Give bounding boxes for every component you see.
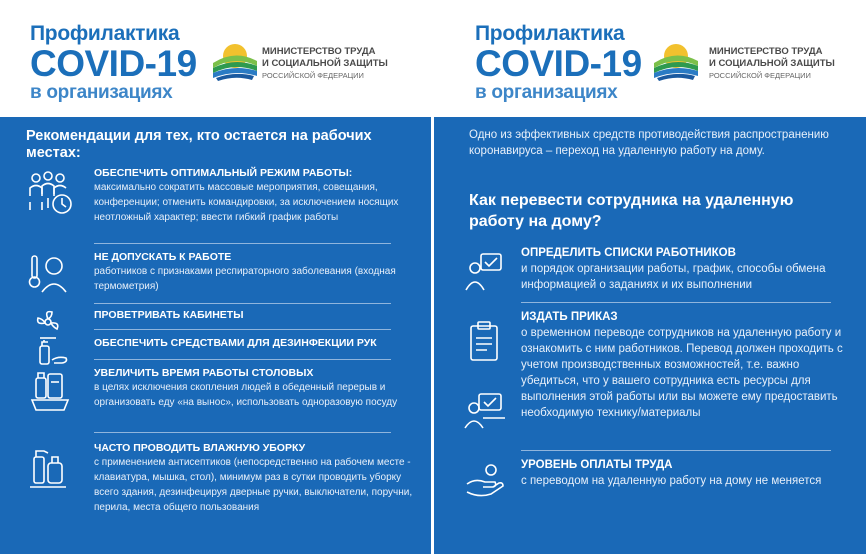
ministry-logo-icon	[212, 41, 258, 81]
item-head: ПРОВЕТРИВАТЬ КАБИНЕТЫ	[94, 309, 244, 321]
thermometer-person-icon	[22, 252, 74, 296]
ministry-line1: МИНИСТЕРСТВО ТРУДА	[709, 46, 823, 57]
item-body: максимально сократить массовые мероприятия, совещания, конференции; отменить командировки, за исключением носящих неотложный характер; ввести гибкий график работы	[94, 182, 399, 223]
divider-line	[94, 432, 391, 433]
worker-list-icon	[463, 250, 507, 294]
ministry-line3: РОССИЙСКОЙ ФЕДЕРАЦИИ	[709, 71, 811, 80]
ministry-line2: И СОЦИАЛЬНОЙ ЗАЩИТЫ	[262, 58, 388, 69]
item-head: ИЗДАТЬ ПРИКАЗ	[521, 311, 618, 323]
item-head: ОБЕСПЕЧИТЬ СРЕДСТВАМИ ДЛЯ ДЕЗИНФЕКЦИИ РУК	[94, 337, 377, 349]
item-head: ОПРЕДЕЛИТЬ СПИСКИ РАБОТНИКОВ	[521, 247, 736, 259]
item-head: УРОВЕНЬ ОПЛАТЫ ТРУДА	[521, 459, 673, 471]
right-intro: Одно из эффективных средств противодействия распространению коронавируса – переход на удаленную работу на дому.	[469, 129, 829, 157]
title-line3: в организациях	[475, 82, 618, 103]
divider-line	[94, 243, 391, 244]
item-head: ЧАСТО ПРОВОДИТЬ ВЛАЖНУЮ УБОРКУ	[94, 442, 306, 454]
title-line1: Профилактика	[475, 22, 625, 45]
right-question: Как перевести сотрудника на удаленную работу на дому?	[469, 192, 794, 230]
ministry-logo-icon	[653, 41, 699, 81]
title-line2: COVID-19	[475, 43, 642, 84]
item-body: и порядок организации работы, график, способы обмена информацией о заданиях и их выполнении	[521, 263, 826, 291]
food-icon	[22, 368, 74, 412]
divider-line	[521, 450, 831, 451]
panel-divider	[431, 0, 434, 554]
right-title	[475, 22, 642, 104]
people-clock-icon	[22, 168, 74, 212]
ministry-line2: И СОЦИАЛЬНОЙ ЗАЩИТЫ	[709, 58, 835, 69]
item-head: ОБЕСПЕЧИТЬ ОПТИМАЛЬНЫЙ РЕЖИМ РАБОТЫ:	[94, 167, 353, 179]
divider-line	[521, 302, 831, 303]
left-lead: Рекомендации для тех, кто остается на рабочих местах:	[26, 128, 372, 161]
ministry-line1: МИНИСТЕРСТВО ТРУДА	[262, 46, 376, 57]
ministry-line3: РОССИЙСКОЙ ФЕДЕРАЦИИ	[262, 71, 364, 80]
title-line1: Профилактика	[30, 22, 180, 45]
divider-line	[94, 329, 391, 330]
title-line2: COVID-19	[30, 43, 197, 84]
cleaning-icon	[22, 443, 74, 487]
item-body: в целях исключения скопления людей в обеденный перерыв и организовать еду «на вынос», использовать одноразовую посуду	[94, 382, 398, 408]
divider-line	[94, 359, 391, 360]
item-body: с переводом на удаленную работу на дому не меняется	[521, 475, 822, 487]
item-body: работников с признаками респираторного заболевания (входная термометрия)	[94, 266, 396, 292]
ministry-name	[262, 46, 388, 82]
clipboard-icon	[463, 320, 507, 364]
hand-money-icon	[463, 462, 507, 506]
item-head: НЕ ДОПУСКАТЬ К РАБОТЕ	[94, 251, 232, 263]
item-body: с применением антисептиков (непосредственно на рабочем месте - клавиатура, мышка, стол), минимум раз в сутки проводить уборку всего здания, дезинфецируя дверные ручки, выключатели, поручни, перила, места общего пользования	[94, 457, 413, 513]
item-body: о временном переводе сотрудников на удаленную работу и ознакомить с ним работников. Перевод должен проходить с учетом производственных возможностей, т.е. важно убедиться, что у вашего сотрудника есть ресурсы для выполнения этой работы или вы можете ему предоставить необходимую технику/материалы	[521, 327, 843, 419]
divider-line	[94, 303, 391, 304]
title-line3: в организациях	[30, 82, 173, 103]
item-head: УВЕЛИЧИТЬ ВРЕМЯ РАБОТЫ СТОЛОВЫХ	[94, 367, 314, 379]
right-header	[433, 0, 866, 117]
ministry-name	[709, 46, 835, 82]
right-panel	[433, 0, 866, 554]
left-header	[0, 0, 433, 117]
left-title	[30, 22, 197, 104]
laptop-person-icon	[463, 388, 507, 432]
